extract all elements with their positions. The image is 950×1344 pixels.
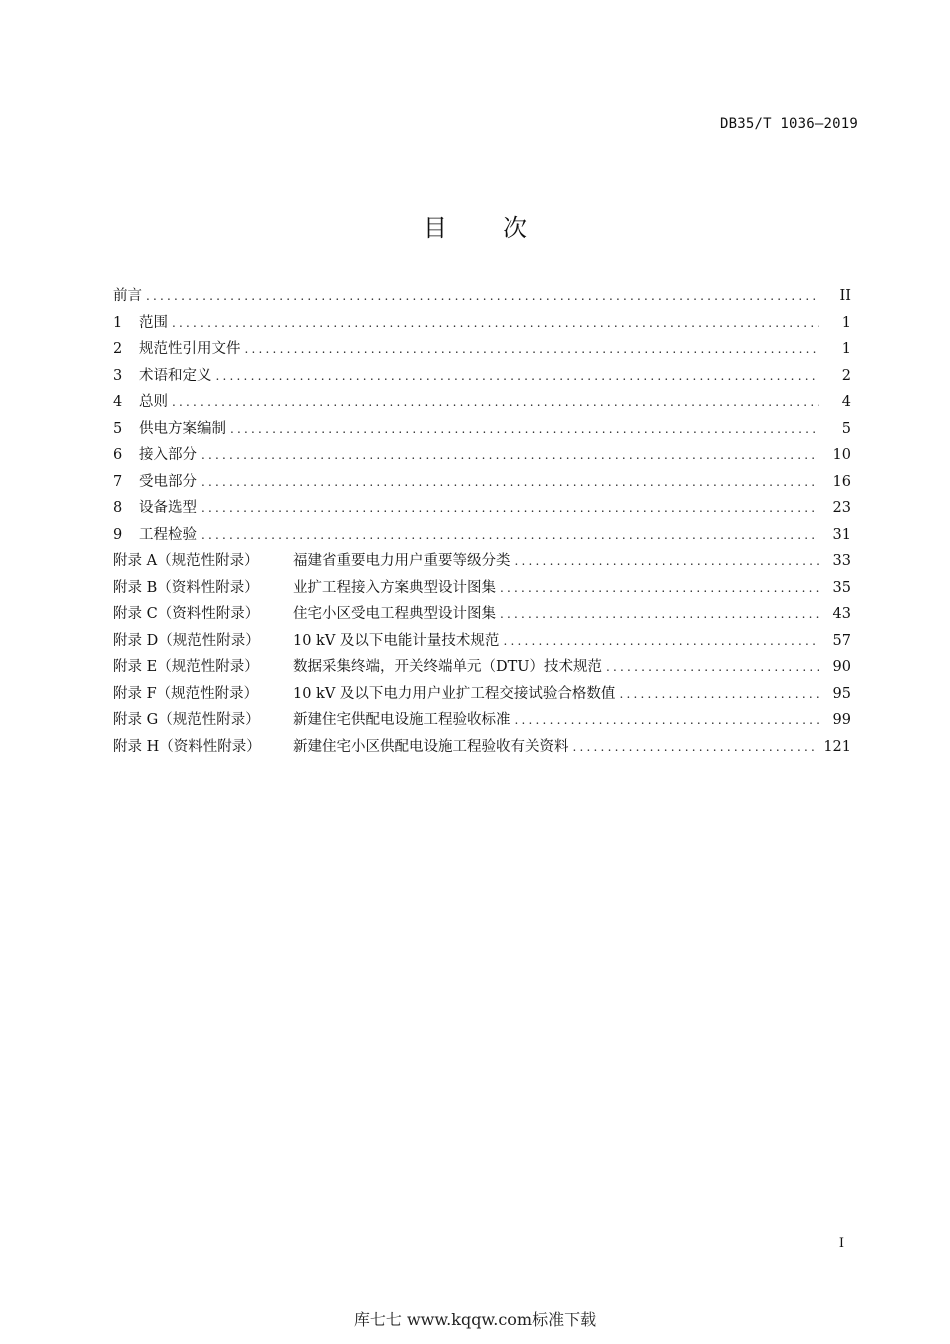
page-number: I	[838, 1236, 844, 1251]
standard-code: DB35/T 1036—2019	[719, 116, 858, 132]
toc-annex-a[interactable]	[113, 549, 851, 576]
toc-dot-leader	[500, 607, 819, 621]
toc-entry-label: 前言	[113, 288, 142, 304]
toc-entry-number: 6	[113, 447, 123, 463]
title-char-2: 次	[503, 214, 527, 242]
toc-entry-label: 受电部分	[139, 473, 197, 490]
toc-entry-number: 2	[113, 341, 123, 357]
toc-entry-page: 57	[832, 632, 851, 649]
toc-dot-leader	[573, 740, 818, 754]
toc-entry-number: 7	[113, 473, 123, 490]
toc-entry-page: 1	[841, 314, 851, 331]
watermark-text: 库七七 www.kqqw.com标准下载	[353, 1310, 597, 1329]
toc-entry-page: 95	[832, 685, 851, 702]
toc-dot-leader	[515, 713, 820, 727]
toc-annex-tag: 附录 G（规范性附录）	[113, 712, 260, 728]
toc-entry-number: 5	[113, 420, 123, 437]
toc-annex-tag: 附录 F（规范性附录）	[113, 685, 259, 702]
toc-entry-page: 35	[832, 579, 851, 596]
toc-entry-page: 5	[841, 420, 851, 437]
toc-entry-page: 4	[841, 394, 851, 410]
page-title	[0, 208, 950, 243]
toc-entry-5[interactable]	[113, 417, 851, 444]
toc-entry-label: 福建省重要电力用户重要等级分类	[293, 553, 511, 569]
toc-entry-2[interactable]	[113, 337, 851, 364]
toc-entry-page: 99	[832, 712, 851, 728]
toc-dot-leader	[201, 448, 819, 462]
toc-entry-label: 规范性引用文件	[139, 341, 241, 357]
title-char-1: 目	[423, 214, 447, 242]
toc-entry-foreword[interactable]	[113, 284, 851, 311]
toc-entry-page: 43	[832, 606, 851, 622]
toc-dot-leader	[619, 687, 819, 701]
toc-dot-leader	[146, 289, 819, 303]
toc-entry-label: 新建住宅供配电设施工程验收标准	[293, 712, 511, 728]
toc-entry-label: 范围	[139, 314, 168, 331]
toc-dot-leader	[172, 316, 819, 330]
toc-entry-number: 8	[113, 500, 123, 516]
toc-entry-page: 16	[832, 473, 851, 490]
toc-entry-label: 术语和定义	[139, 367, 212, 384]
toc-entry-1[interactable]	[113, 311, 851, 338]
toc-entry-page: II	[839, 288, 851, 304]
toc-entry-8[interactable]	[113, 496, 851, 523]
toc-entry-number: 9	[113, 526, 123, 543]
toc-entry-number: 1	[113, 314, 123, 331]
toc-annex-c[interactable]	[113, 602, 851, 629]
toc-entry-page: 2	[841, 367, 851, 384]
toc-dot-leader	[230, 422, 819, 436]
toc-entry-label: 接入部分	[139, 447, 197, 463]
toc-entry-label: 供电方案编制	[139, 420, 226, 437]
toc-entry-number: 4	[113, 394, 123, 410]
toc-entry-label: 10 kV 及以下电能计量技术规范	[293, 632, 500, 649]
toc-entry-page: 10	[832, 447, 851, 463]
toc-dot-leader	[172, 395, 819, 409]
toc-annex-b[interactable]	[113, 576, 851, 603]
toc-entry-label: 新建住宅小区供配电设施工程验收有关资料	[293, 738, 569, 755]
toc-dot-leader	[216, 369, 820, 383]
toc-entry-6[interactable]	[113, 443, 851, 470]
toc-annex-tag: 附录 E（规范性附录）	[113, 659, 259, 675]
toc-dot-leader	[201, 501, 819, 515]
toc-entry-4[interactable]	[113, 390, 851, 417]
toc-entry-label: 住宅小区受电工程典型设计图集	[293, 606, 496, 622]
toc-entry-page: 1	[841, 341, 851, 357]
toc-entry-label: 业扩工程接入方案典型设计图集	[293, 579, 496, 596]
toc-dot-leader	[500, 581, 819, 595]
toc-entry-page: 121	[823, 738, 851, 755]
toc-entry-label: 总则	[139, 394, 168, 410]
toc-dot-leader	[503, 634, 819, 648]
toc-annex-tag: 附录 A（规范性附录）	[113, 553, 259, 569]
toc-annex-f[interactable]	[113, 682, 851, 709]
toc-entry-page: 33	[832, 553, 851, 569]
toc-annex-e[interactable]	[113, 655, 851, 682]
toc-annex-tag: 附录 B（资料性附录）	[113, 579, 259, 596]
toc-dot-leader	[201, 475, 819, 489]
toc-annex-tag: 附录 H（资料性附录）	[113, 738, 261, 755]
toc-dot-leader	[515, 554, 820, 568]
toc-annex-h[interactable]	[113, 735, 851, 762]
toc-dot-leader	[606, 660, 819, 674]
table-of-contents	[113, 284, 851, 761]
toc-entry-label: 数据采集终端，开关终端单元（DTU）技术规范	[293, 659, 603, 675]
toc-entry-9[interactable]	[113, 523, 851, 550]
toc-dot-leader	[201, 528, 819, 542]
toc-entry-3[interactable]	[113, 364, 851, 391]
toc-annex-g[interactable]	[113, 708, 851, 735]
toc-entry-page: 31	[832, 526, 851, 543]
toc-entry-7[interactable]	[113, 470, 851, 497]
toc-annex-tag: 附录 C（资料性附录）	[113, 606, 260, 622]
toc-entry-number: 3	[113, 367, 123, 384]
toc-entry-label: 设备选型	[139, 500, 197, 516]
toc-entry-page: 90	[832, 659, 851, 675]
toc-entry-label: 10 kV 及以下电力用户业扩工程交接试验合格数值	[293, 685, 616, 702]
toc-dot-leader	[245, 342, 820, 356]
toc-annex-tag: 附录 D（规范性附录）	[113, 632, 260, 649]
toc-entry-page: 23	[832, 500, 851, 516]
toc-entry-label: 工程检验	[139, 526, 197, 543]
toc-annex-d[interactable]	[113, 629, 851, 656]
